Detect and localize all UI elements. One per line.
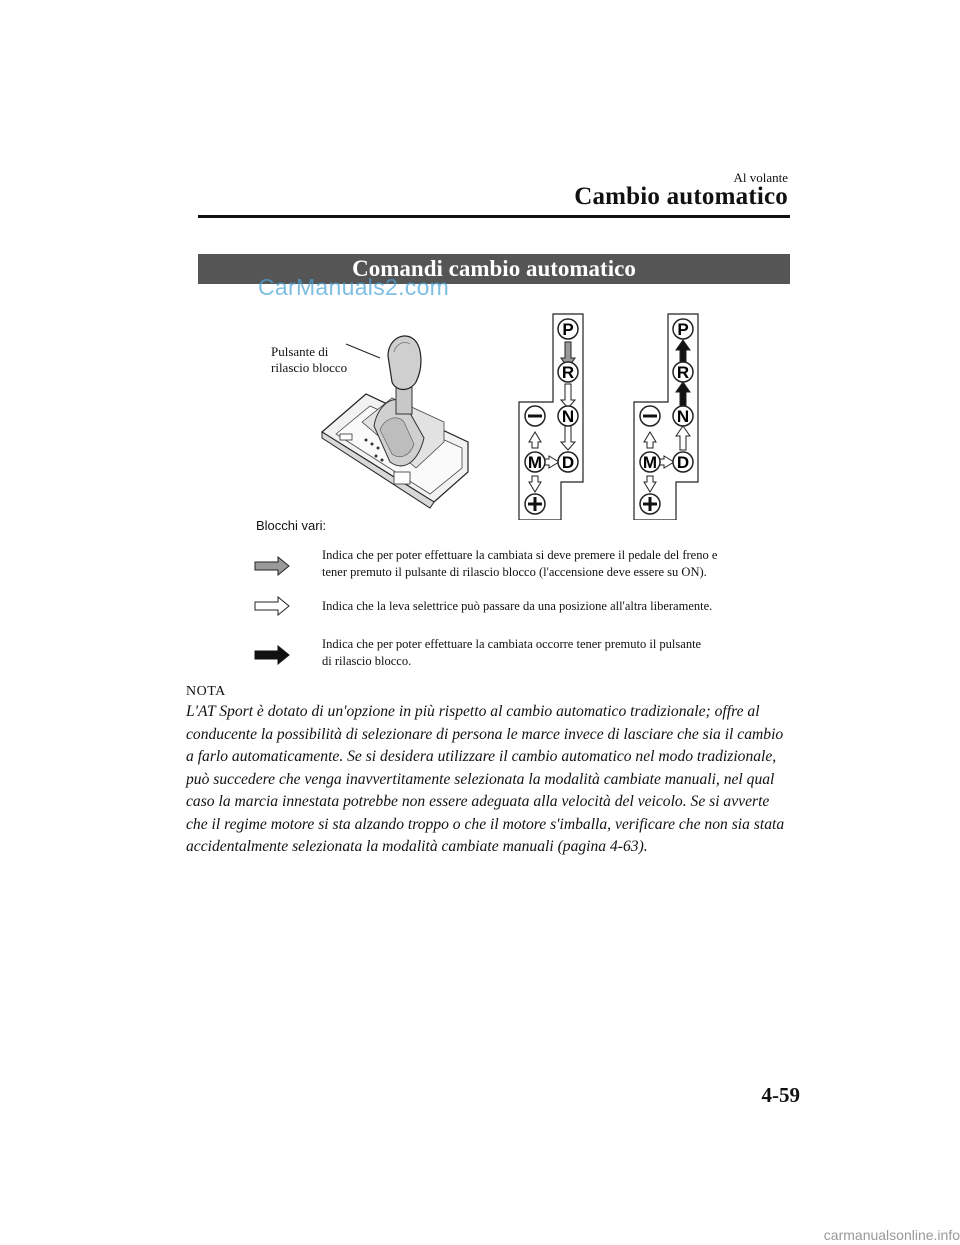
shift-gate-diagram-2 xyxy=(628,312,700,520)
note-body: L'AT Sport è dotato di un'opzione in più rispetto al cambio automatico tradizionale; offre al conducente la possibilità di selezionare di persona le marce invece di lasciare che sia il cambio a farlo automaticamente. Se si desidera utilizzare il cambio automatico nel modo tradizionale, può succedere che venga inavvertitamente selezionata la modalità cambiate manuali, nel qual caso la marcia innestata potrebbe non essere adeguata alla velocità del veicolo. Se si avverte che il regime motore si sta alzando troppo o che il motore s'imballa, verificare che non sia stata accidentalmente selezionata la modalità cambiate manuali (pagina 4-63). xyxy=(186,703,785,855)
gray-arrow-icon xyxy=(254,556,290,576)
section-title: Cambio automatico xyxy=(574,183,788,210)
white-arrow-icon xyxy=(254,596,290,616)
gear-label-r: R xyxy=(676,363,690,382)
gear-label-p: P xyxy=(562,320,574,339)
page-number: 4-59 xyxy=(761,1083,800,1107)
release-button-label xyxy=(271,344,347,376)
legend-item-black-line1: Indica che per poter effettuare la cambiata occorre tener premuto il pulsante xyxy=(322,637,702,651)
legend-item-white-line1: Indica che la leva selettrice può passare da una posizione all'altra liberamente. xyxy=(322,599,713,613)
header-rule xyxy=(198,215,790,218)
note-label: NOTA xyxy=(186,684,226,699)
black-arrow-icon xyxy=(254,645,290,665)
gear-label-m: M xyxy=(642,453,658,472)
legend-item-gray-line1: Indica che per poter effettuare la cambiata si deve premere il pedale del freno e xyxy=(322,548,718,562)
legend-title: Blocchi vari: xyxy=(256,518,327,533)
topic-banner: Comandi cambio automatico xyxy=(198,254,790,284)
legend-item-black xyxy=(322,636,772,670)
legend-item-gray xyxy=(322,547,772,581)
release-button-label-line2: rilascio blocco xyxy=(271,360,348,375)
gear-label-n: N xyxy=(561,407,575,426)
gear-label-n: N xyxy=(676,407,690,426)
legend-item-black-line2: di rilascio blocco. xyxy=(322,654,412,668)
legend-item-gray-line2: tener premuto il pulsante di rilascio blocco (l'accensione deve essere su ON). xyxy=(322,565,707,579)
gear-label-d: D xyxy=(676,453,690,472)
release-button-label-line1: Pulsante di xyxy=(271,344,329,359)
gear-label-p: P xyxy=(677,320,689,339)
footer-url: carmanualsonline.info xyxy=(823,1227,960,1243)
shift-gate-diagram-1 xyxy=(513,312,585,520)
chapter-title: Al volante xyxy=(733,170,788,185)
gear-label-r: R xyxy=(561,363,575,382)
legend-item-white xyxy=(322,598,772,615)
gear-label-d: D xyxy=(561,453,575,472)
gear-label-m: M xyxy=(527,453,543,472)
watermark: CarManuals2.com xyxy=(258,274,450,300)
